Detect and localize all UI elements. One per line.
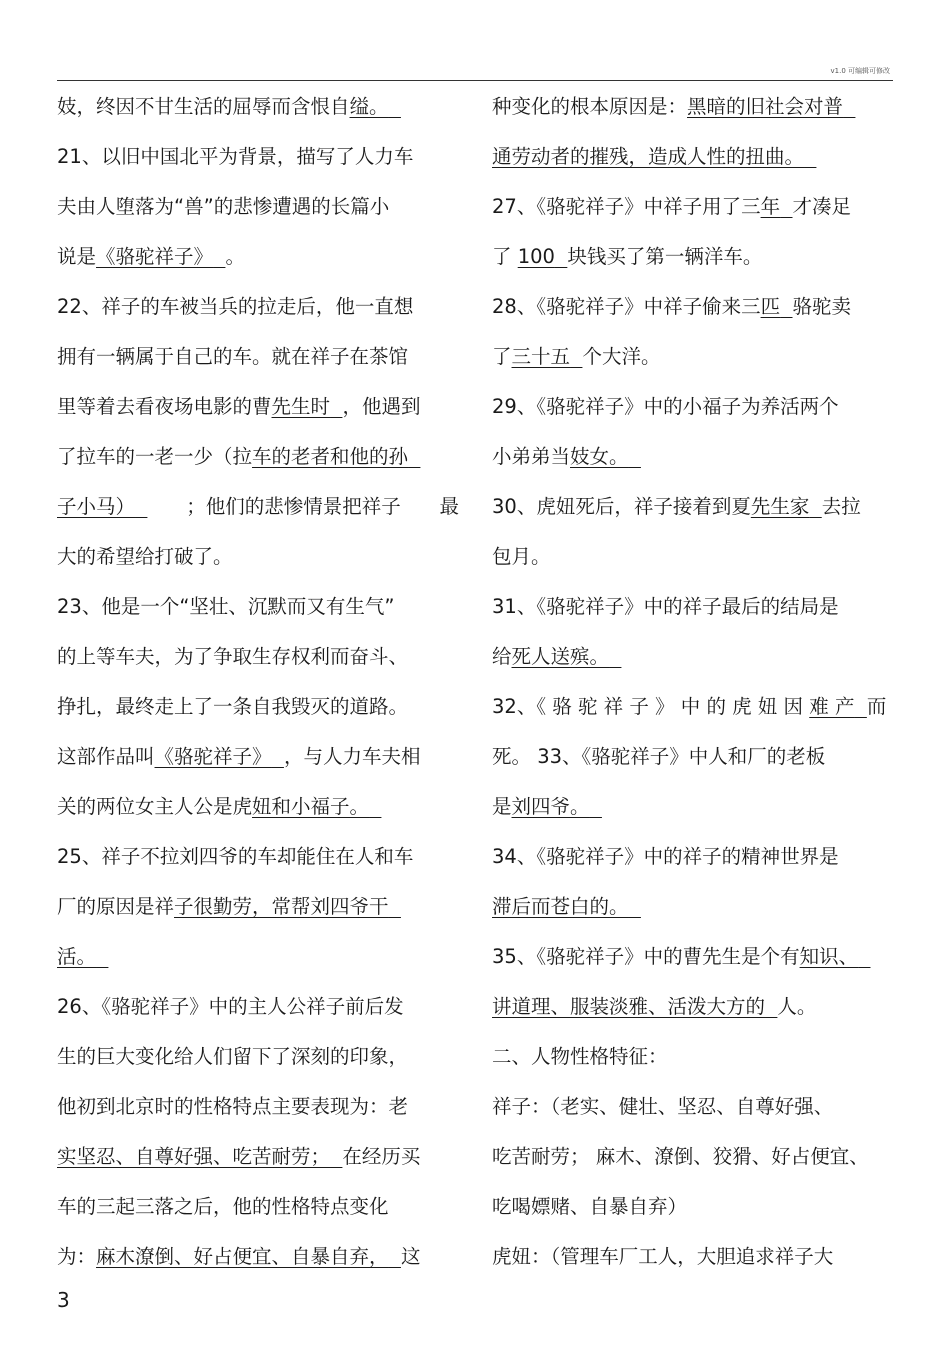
- line-text: 挣扎，最终走上了一条自我毁灭的道路。: [57, 695, 409, 718]
- text-line: [492, 832, 894, 882]
- line-text: 23、他是一个“坚壮、沉默而又有生气”: [57, 595, 395, 618]
- line-text: 才凑足: [792, 195, 852, 218]
- line-text: 了拉车的一老一少（拉: [57, 445, 253, 468]
- answer-text: 先生时: [271, 395, 331, 418]
- text-line: [57, 832, 459, 882]
- text-line: [57, 82, 459, 132]
- line-text: 厂的原因是祥: [57, 895, 175, 918]
- answer-text: 滞后而苍白的。: [492, 895, 629, 918]
- text-line: [57, 482, 459, 532]
- line-text: 21、以旧中国北平为背景，描写了人力车: [57, 145, 414, 168]
- text-line: [492, 982, 894, 1032]
- text-line: [492, 1232, 894, 1282]
- answer-text: 通劳动者的摧残，造成人性的扭曲。: [492, 145, 805, 168]
- answer-text: 妓女。: [570, 445, 629, 468]
- text-line: [492, 932, 894, 982]
- text-line: [57, 282, 459, 332]
- line-text: 了: [492, 345, 512, 368]
- answer-text: 黑暗的旧社会对普: [687, 95, 844, 118]
- text-line: [57, 332, 459, 382]
- text-line: [492, 732, 894, 782]
- line-text: ，与人力车夫相: [283, 745, 421, 768]
- line-text: 人。: [777, 995, 817, 1018]
- answer-text: 车的老者和他的孙: [252, 445, 409, 468]
- text-line: [57, 682, 459, 732]
- line-text: 这: [400, 1245, 421, 1268]
- line-text: 了: [492, 245, 518, 268]
- line-text: 死。 33、《骆驼祥子》中人和厂的老板: [492, 745, 826, 768]
- line-text: 27、《骆驼祥子》中祥子用了三: [492, 195, 761, 218]
- answer-text: 死人送殡。: [511, 645, 610, 668]
- answer-text: 三十五: [511, 345, 571, 368]
- text-line: [492, 132, 894, 182]
- answer-text: 麻木潦倒、好占便宜、自暴自弃，: [96, 1245, 389, 1268]
- text-line: [492, 282, 894, 332]
- text-line: [57, 382, 459, 432]
- text-line: [57, 732, 459, 782]
- text-line: [57, 882, 459, 932]
- answer-text: 缢。: [349, 95, 389, 118]
- answer-text: 妞和小福子。: [252, 795, 370, 818]
- text-line: [492, 1132, 894, 1182]
- line-text: 26、《骆驼祥子》中的主人公祥子前后发: [57, 995, 404, 1018]
- text-line: [492, 1182, 894, 1232]
- line-text: 吃苦耐劳； 麻木、潦倒、狡猾、好占便宜、: [492, 1145, 869, 1168]
- right-column: [492, 82, 894, 1282]
- line-text: 车的三起三落之后，他的性格特点变化: [57, 1195, 389, 1218]
- line-text: 给: [492, 645, 512, 668]
- text-line: [57, 1232, 459, 1282]
- text-line: [492, 782, 894, 832]
- answer-text: 先生家: [750, 495, 810, 518]
- line-text: 这部作品叫: [57, 745, 155, 768]
- header-text: v1.0 可编辑可修改: [830, 67, 890, 75]
- answer-text: 刘四爷。: [511, 795, 590, 818]
- text-line: [57, 1032, 459, 1082]
- page-number: 3: [57, 1288, 70, 1312]
- line-text: ；他们的悲惨情景把祥子: [186, 495, 401, 518]
- answer-text: 100: [517, 245, 555, 268]
- text-line: [57, 132, 459, 182]
- line-text: 关的两位女主人公是虎: [57, 795, 253, 818]
- answer-text: 《骆驼祥子》: [96, 245, 214, 268]
- line-text: 他初到北京时的性格特点主要表现为：老: [57, 1095, 409, 1118]
- text-line: [492, 582, 894, 632]
- header-rule: [57, 80, 893, 81]
- text-line: [492, 382, 894, 432]
- answer-text: 《骆驼祥子》: [154, 745, 272, 768]
- text-line: [57, 1182, 459, 1232]
- text-line: [57, 1132, 459, 1182]
- text-line: [492, 82, 894, 132]
- text-line: [492, 332, 894, 382]
- line-text: ，他遇到: [342, 395, 421, 418]
- line-text: 29、《骆驼祥子》中的小福子为养活两个: [492, 395, 839, 418]
- line-text: 28、《骆驼祥子》中祥子偷来三: [492, 295, 761, 318]
- text-line: [57, 632, 459, 682]
- line-text: 而: [866, 695, 887, 718]
- text-line: [57, 432, 459, 482]
- text-line: [492, 632, 894, 682]
- answer-text: 活。: [57, 945, 97, 968]
- line-text: 包月。: [492, 545, 551, 568]
- line-text: 二、人物性格特征：: [492, 1045, 668, 1068]
- text-line: [57, 1082, 459, 1132]
- line-text: 最: [439, 495, 459, 518]
- line-text: 32、《 骆 驼 祥 子 》 中 的 虎 妞 因: [492, 695, 810, 718]
- text-line: [492, 432, 894, 482]
- text-line: [492, 1032, 894, 1082]
- answer-text: 实坚忍、自尊好强、吃苦耐劳；: [57, 1145, 331, 1168]
- answer-text: 讲道理、服装淡雅、活泼大方的: [492, 995, 766, 1018]
- line-text: 虎妞：（管理车厂工人，大胆追求祥子大: [492, 1245, 834, 1268]
- text-line: [492, 482, 894, 532]
- left-column: [57, 82, 459, 1282]
- line-text: 里等着去看夜场电影的曹: [57, 395, 272, 418]
- text-line: [492, 1082, 894, 1132]
- line-text: 30、虎妞死后，祥子接着到夏: [492, 495, 751, 518]
- text-line: [57, 582, 459, 632]
- line-text: 妓，终因不甘生活的屈辱而含恨自: [57, 95, 350, 118]
- text-line: [57, 932, 459, 982]
- answer-text: 年: [760, 195, 781, 218]
- line-text: 个大洋。: [582, 345, 661, 368]
- line-text: 吃喝嫖赌、自暴自弃）: [492, 1195, 688, 1218]
- text-line: [492, 882, 894, 932]
- line-text: 。: [225, 245, 245, 268]
- text-line: [492, 182, 894, 232]
- answer-text: 子小马）: [57, 495, 136, 518]
- line-text: 块钱买了第一辆洋车。: [567, 245, 763, 268]
- answer-text: 难 产: [809, 695, 855, 718]
- line-text: 祥子：（老实、健壮、坚忍、自尊好强、: [492, 1095, 834, 1118]
- line-text: 31、《骆驼祥子》中的祥子最后的结局是: [492, 595, 839, 618]
- line-text: 25、祥子不拉刘四爷的车却能住在人和车: [57, 845, 414, 868]
- text-line: [57, 532, 459, 582]
- line-text: 大的希望给打破了。: [57, 545, 233, 568]
- answer-text: 子很勤劳，常帮刘四爷干: [174, 895, 389, 918]
- line-text: 生的巨大变化给人们留下了深刻的印象，: [57, 1045, 409, 1068]
- line-text: 去拉: [821, 495, 861, 518]
- answer-text: 知识、: [799, 945, 859, 968]
- answer-text: 匹: [760, 295, 781, 318]
- line-text: 拥有一辆属于自己的车。就在祥子在茶馆: [57, 345, 409, 368]
- line-text: 在经历买: [342, 1145, 421, 1168]
- line-text: 22、祥子的车被当兵的拉走后，他一直想: [57, 295, 414, 318]
- line-text: 的上等车夫，为了争取生存权利而奋斗、: [57, 645, 409, 668]
- text-line: [492, 532, 894, 582]
- line-text: 是: [492, 795, 512, 818]
- line-text: 骆驼卖: [792, 295, 852, 318]
- text-line: [57, 182, 459, 232]
- text-line: [57, 232, 459, 282]
- line-text: 34、《骆驼祥子》中的祥子的精神世界是: [492, 845, 839, 868]
- line-text: 夫由人堕落为“兽”的悲惨遭遇的长篇小: [57, 195, 390, 218]
- text-line: [492, 232, 894, 282]
- text-line: [492, 682, 894, 732]
- line-text: 为：: [57, 1245, 97, 1268]
- line-text: 35、《骆驼祥子》中的曹先生是个有: [492, 945, 800, 968]
- text-line: [57, 982, 459, 1032]
- line-text: 小弟弟当: [492, 445, 571, 468]
- line-text: 种变化的根本原因是：: [492, 95, 688, 118]
- line-text: 说是: [57, 245, 97, 268]
- text-line: [57, 782, 459, 832]
